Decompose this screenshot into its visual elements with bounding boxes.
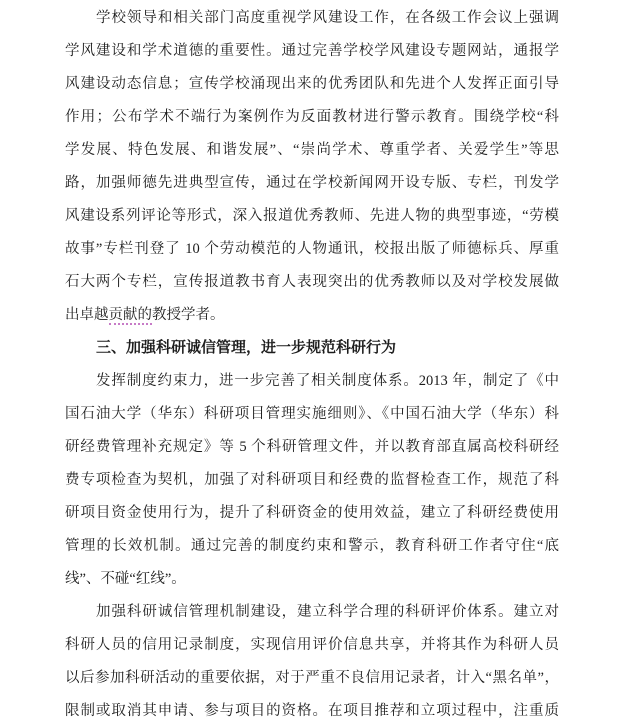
text-line: 加强科研诚信管理机制建设，建立科学合理的科研评价体系。建立对 bbox=[96, 604, 559, 620]
text-line: 限制或取消其申请、参与项目的资格。在项目推荐和立项过程中，注重质 bbox=[65, 703, 559, 719]
text-line: 线”、不碰“红线”。 bbox=[65, 571, 186, 587]
text-line: 发挥制度约束力，进一步完善了相关制度体系。2013 年，制定了《中 bbox=[96, 373, 559, 389]
paragraph-2 bbox=[65, 365, 559, 596]
text-line: 风建设系列评论等形式，深入报道优秀教师、先进人物的典型事迹，“劳模 bbox=[65, 208, 559, 224]
text-segment: 教授学者。 bbox=[152, 307, 225, 323]
text-line: 学风建设和学术道德的重要性。通过完善学校学风建设专题网站，通报学 bbox=[65, 43, 559, 59]
text-line: 石大两个专栏，宣传报道教书育人表现突出的优秀教师以及对学校发展做 bbox=[65, 274, 559, 290]
paragraph-1 bbox=[65, 2, 559, 332]
text-line: 科研人员的信用记录制度，实现信用评价信息共享，并将其作为科研人员 bbox=[65, 637, 559, 653]
document-text bbox=[65, 2, 559, 724]
text-line: 研项目资金使用行为，提升了科研资金的使用效益，建立了科研经费使用 bbox=[65, 505, 559, 521]
text-line: 学校领导和相关部门高度重视学风建设工作，在各级工作会议上强调 bbox=[96, 10, 559, 26]
text-line: 费专项检查为契机，加强了对科研项目和经费的监督检查工作，规范了科 bbox=[65, 472, 559, 488]
text-line: 研经费管理补充规定》等 5 个科研管理文件，并以教育部直属高校科研经 bbox=[65, 439, 559, 455]
text-line: 风建设动态信息；宣传学校涌现出来的优秀团队和先进个人发挥正面引导 bbox=[65, 76, 559, 92]
text-line: 国石油大学（华东）科研项目管理实施细则》、《中国石油大学（华东）科 bbox=[65, 406, 559, 422]
text-line: 以后参加科研活动的重要依据，对于严重不良信用记录者，计入“黑名单”， bbox=[65, 670, 559, 686]
text-line bbox=[65, 299, 559, 332]
text-line: 故事”专栏刊登了 10 个劳动模范的人物通讯，校报出版了师德标兵、厚重 bbox=[65, 241, 559, 257]
text-line: 作用；公布学术不端行为案例作为反面教材进行警示教育。围绕学校“科 bbox=[65, 109, 559, 125]
text-line: 路，加强师德先进典型宣传，通过在学校新闻网开设专版、专栏，刊发学 bbox=[65, 175, 559, 191]
paragraph-3 bbox=[65, 596, 559, 724]
text-segment: 出卓越 bbox=[65, 307, 109, 323]
text-line: 学发展、特色发展、和谐发展”、“崇尚学术、尊重学者、关爱学生”等思 bbox=[65, 142, 559, 158]
section-heading: 三、加强科研诚信管理，进一步规范科研行为 bbox=[96, 340, 397, 356]
text-line: 管理的长效机制。通过完善的制度约束和警示，教育科研工作者守住“底 bbox=[65, 538, 559, 554]
spellcheck-underline: 贡献的 bbox=[108, 307, 152, 323]
